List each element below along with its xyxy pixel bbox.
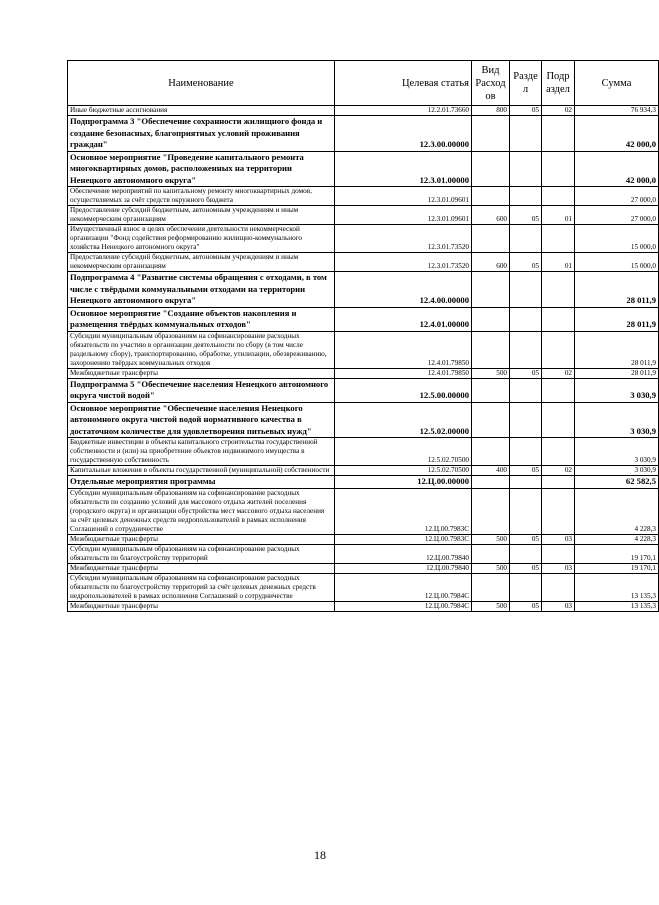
row-section: 05 xyxy=(510,601,542,611)
row-article: 12.3.00.00000 xyxy=(335,116,472,152)
page-number: 18 xyxy=(314,848,326,862)
table-row xyxy=(68,187,659,206)
row-sum: 76 934,3 xyxy=(575,106,659,116)
row-sum: 28 011,9 xyxy=(575,368,659,378)
header-section: Разде л xyxy=(510,61,542,106)
row-article: 12.3.01.73520 xyxy=(335,225,472,253)
row-section xyxy=(510,438,542,466)
table-row xyxy=(68,225,659,253)
row-name: Субсидии муниципальным образованиям на софинансирование расходных обязательств по благоустройству территорий за счёт целевых денежных средств недропользователей в рамках исполнения Соглашений о сотрудничестве xyxy=(68,573,335,601)
table-row xyxy=(68,116,659,152)
row-name: Межбюджетные трансферты xyxy=(68,563,335,573)
row-section: 05 xyxy=(510,206,542,225)
table-row xyxy=(68,307,659,331)
table-row xyxy=(68,601,659,611)
row-section xyxy=(510,307,542,331)
table-row xyxy=(68,331,659,368)
row-subsection xyxy=(542,331,575,368)
row-subsection xyxy=(542,488,575,534)
row-article: 12.Ц.00.7983С xyxy=(335,534,472,544)
row-name: Субсидии муниципальным образованиям на софинансирование расходных обязательств по благоустройству территорий xyxy=(68,544,335,563)
row-subsection: 03 xyxy=(542,563,575,573)
row-article: 12.4.01.79850 xyxy=(335,368,472,378)
row-sum: 19 170,1 xyxy=(575,563,659,573)
header-name: Наименование xyxy=(68,61,335,106)
row-subsection xyxy=(542,402,575,438)
row-name: Бюджетные инвестиции в объекты капитального строительства государственной собственности и (или) на приобретение объектов недвижимого имущества в государственную собственность xyxy=(68,438,335,466)
row-section xyxy=(510,116,542,152)
row-expense-type: 500 xyxy=(472,368,510,378)
row-article: 12.4.01.79850 xyxy=(335,331,472,368)
table-row xyxy=(68,272,659,308)
row-expense-type: 500 xyxy=(472,563,510,573)
row-subsection xyxy=(542,544,575,563)
row-expense-type xyxy=(472,476,510,489)
row-article: 12.3.01.73520 xyxy=(335,253,472,272)
row-sum: 3 030,9 xyxy=(575,438,659,466)
row-name: Субсидии муниципальным образованиям на софинансирование расходных обязательств по созданию условий для массового отдыха жителей поселения (городского округа) и организации обустройства мест массового отдыха населения за счёт целевых денежных средств недропользователей в рамках исполнения Соглашений о сотрудничестве xyxy=(68,488,335,534)
table-row xyxy=(68,476,659,489)
header-type: Вид Расход ов xyxy=(472,61,510,106)
row-sum: 15 000,0 xyxy=(575,225,659,253)
row-name: Подпрограмма 3 "Обеспечение сохранности жилищного фонда и создание безопасных, благоприятных условий проживания граждан" xyxy=(68,116,335,152)
row-article: 12.5.02.70500 xyxy=(335,438,472,466)
row-sum: 19 170,1 xyxy=(575,544,659,563)
row-name: Отдельные мероприятия программы xyxy=(68,476,335,489)
row-name: Основное мероприятие "Проведение капитального ремонта многоквартирных домов, расположенных на территории Ненецкого автономного округа" xyxy=(68,151,335,187)
row-name: Обеспечение мероприятий по капитальному ремонту многоквартирных домов, осуществляемых за счёт средств окружного бюджета xyxy=(68,187,335,206)
row-section: 05 xyxy=(510,106,542,116)
row-name: Субсидии муниципальным образованиям на софинансирование расходных обязательств по участию в организации деятельности по сбору (в том числе раздельному сбору), транспортированию, обработке, утилизации, обезвреживанию, захоронению твёрдых коммунальных отходов xyxy=(68,331,335,368)
row-section xyxy=(510,151,542,187)
row-sum: 28 011,9 xyxy=(575,307,659,331)
row-name: Предоставление субсидий бюджетным, автономным учреждениям и иным некоммерческим организациям xyxy=(68,253,335,272)
row-expense-type xyxy=(472,116,510,152)
row-name: Межбюджетные трансферты xyxy=(68,368,335,378)
row-expense-type: 600 xyxy=(472,253,510,272)
row-subsection: 03 xyxy=(542,601,575,611)
row-sum: 3 030,9 xyxy=(575,378,659,402)
row-section xyxy=(510,573,542,601)
row-section xyxy=(510,272,542,308)
row-section xyxy=(510,544,542,563)
row-name: Имущественный взнос в целях обеспечения деятельности некоммерческой организации "Фонд содействия реформированию жилищно-коммунального хозяйства Ненецкого автономного округа" xyxy=(68,225,335,253)
row-subsection xyxy=(542,225,575,253)
row-subsection xyxy=(542,116,575,152)
row-name: Межбюджетные трансферты xyxy=(68,534,335,544)
row-name: Иные бюджетные ассигнования xyxy=(68,106,335,116)
row-expense-type: 400 xyxy=(472,466,510,476)
header-subsection: Подр аздел xyxy=(542,61,575,106)
table-row xyxy=(68,438,659,466)
row-section xyxy=(510,476,542,489)
row-expense-type xyxy=(472,573,510,601)
row-sum: 62 582,5 xyxy=(575,476,659,489)
row-article: 12.3.01.09601 xyxy=(335,187,472,206)
row-sum: 27 000,0 xyxy=(575,187,659,206)
row-sum: 42 000,0 xyxy=(575,116,659,152)
row-expense-type: 500 xyxy=(472,534,510,544)
budget-table xyxy=(67,60,659,612)
row-article: 12.2.01.73660 xyxy=(335,106,472,116)
row-expense-type xyxy=(472,187,510,206)
table-row xyxy=(68,573,659,601)
row-name: Основное мероприятие "Создание объектов накопления и размещения твёрдых коммунальных отходов" xyxy=(68,307,335,331)
row-article: 12.5.02.00000 xyxy=(335,402,472,438)
table-body xyxy=(68,106,659,612)
row-expense-type xyxy=(472,378,510,402)
row-section xyxy=(510,331,542,368)
row-subsection: 01 xyxy=(542,206,575,225)
row-sum: 13 135,3 xyxy=(575,573,659,601)
row-expense-type xyxy=(472,225,510,253)
row-article: 12.3.01.09601 xyxy=(335,206,472,225)
row-sum: 27 000,0 xyxy=(575,206,659,225)
table-row xyxy=(68,544,659,563)
table-row xyxy=(68,106,659,116)
row-expense-type xyxy=(472,402,510,438)
row-subsection: 02 xyxy=(542,368,575,378)
row-article: 12.Ц.00.7984С xyxy=(335,573,472,601)
row-section xyxy=(510,187,542,206)
table-row xyxy=(68,151,659,187)
row-expense-type xyxy=(472,307,510,331)
row-article: 12.3.01.00000 xyxy=(335,151,472,187)
row-article: 12.Ц.00.00000 xyxy=(335,476,472,489)
row-subsection: 01 xyxy=(542,253,575,272)
row-article: 12.5.00.00000 xyxy=(335,378,472,402)
row-name: Подпрограмма 4 "Развитие системы обращения с отходами, в том числе с твёрдыми коммунальными отходами на территории Ненецкого автономного округа" xyxy=(68,272,335,308)
row-article: 12.Ц.00.79840 xyxy=(335,544,472,563)
row-expense-type xyxy=(472,272,510,308)
row-article: 12.5.02.70500 xyxy=(335,466,472,476)
row-name: Подпрограмма 5 "Обеспечение населения Ненецкого автономного округа чистой водой" xyxy=(68,378,335,402)
row-subsection xyxy=(542,378,575,402)
row-section xyxy=(510,378,542,402)
row-section xyxy=(510,225,542,253)
table-row xyxy=(68,534,659,544)
row-sum: 15 000,0 xyxy=(575,253,659,272)
table-row xyxy=(68,402,659,438)
row-sum: 13 135,3 xyxy=(575,601,659,611)
row-expense-type: 600 xyxy=(472,206,510,225)
row-section: 05 xyxy=(510,253,542,272)
row-expense-type: 500 xyxy=(472,601,510,611)
table-row xyxy=(68,206,659,225)
row-article: 12.Ц.00.7983С xyxy=(335,488,472,534)
row-name: Предоставление субсидий бюджетным, автономным учреждениям и иным некоммерческим организациям xyxy=(68,206,335,225)
row-article: 12.Ц.00.7984С xyxy=(335,601,472,611)
table-row xyxy=(68,378,659,402)
row-subsection xyxy=(542,438,575,466)
row-sum: 28 011,9 xyxy=(575,331,659,368)
table-row xyxy=(68,368,659,378)
table-header-row xyxy=(68,61,659,106)
row-subsection: 02 xyxy=(542,106,575,116)
row-expense-type xyxy=(472,331,510,368)
table-row xyxy=(68,488,659,534)
row-subsection xyxy=(542,476,575,489)
row-sum: 42 000,0 xyxy=(575,151,659,187)
row-name: Капитальные вложения в объекты государственной (муниципальной) собственности xyxy=(68,466,335,476)
row-subsection: 02 xyxy=(542,466,575,476)
header-sum: Сумма xyxy=(575,61,659,106)
row-section: 05 xyxy=(510,563,542,573)
row-section: 05 xyxy=(510,368,542,378)
row-article: 12.4.00.00000 xyxy=(335,272,472,308)
row-subsection xyxy=(542,272,575,308)
row-sum: 28 011,9 xyxy=(575,272,659,308)
row-expense-type xyxy=(472,438,510,466)
row-subsection: 03 xyxy=(542,534,575,544)
row-sum: 4 228,3 xyxy=(575,488,659,534)
row-expense-type xyxy=(472,544,510,563)
row-section xyxy=(510,488,542,534)
row-name: Основное мероприятие "Обеспечение населения Ненецкого автономного округа чистой водой нормативного качества в достаточном количестве для удовлетворения питьевых нужд" xyxy=(68,402,335,438)
row-subsection xyxy=(542,151,575,187)
row-expense-type: 800 xyxy=(472,106,510,116)
header-article: Целевая статья xyxy=(335,61,472,106)
row-sum: 3 030,9 xyxy=(575,402,659,438)
row-subsection xyxy=(542,573,575,601)
table-row xyxy=(68,253,659,272)
row-section xyxy=(510,402,542,438)
row-subsection xyxy=(542,187,575,206)
table-row xyxy=(68,466,659,476)
row-name: Межбюджетные трансферты xyxy=(68,601,335,611)
row-section: 05 xyxy=(510,466,542,476)
row-expense-type xyxy=(472,488,510,534)
row-article: 12.Ц.00.79840 xyxy=(335,563,472,573)
table-row xyxy=(68,563,659,573)
row-sum: 3 030,9 xyxy=(575,466,659,476)
row-section: 05 xyxy=(510,534,542,544)
row-article: 12.4.01.00000 xyxy=(335,307,472,331)
row-expense-type xyxy=(472,151,510,187)
row-sum: 4 228,3 xyxy=(575,534,659,544)
row-subsection xyxy=(542,307,575,331)
